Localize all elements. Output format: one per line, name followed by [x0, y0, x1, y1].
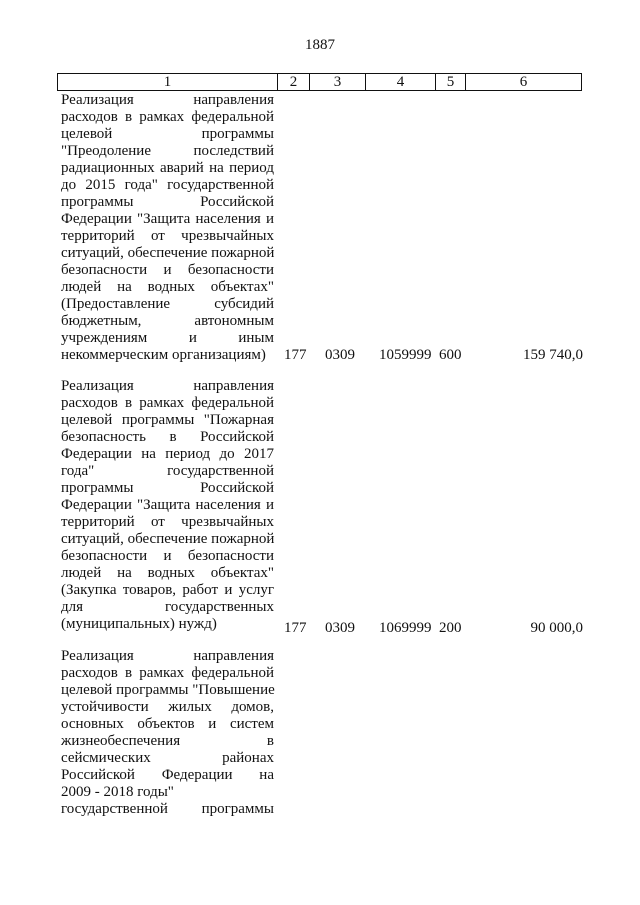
description-line: программы Российской — [61, 194, 274, 210]
description-line: безопасности и безопасности — [61, 548, 274, 564]
description-line: жизнеобеспечения в — [61, 733, 274, 749]
description-line: "Преодоление последствий — [61, 143, 274, 159]
description-line: года" государственной — [61, 463, 274, 479]
ministry-code: 177 — [284, 620, 307, 636]
description-line: людей на водных объектах" — [61, 279, 274, 295]
description-line: ситуаций, обеспечение пожарной — [61, 245, 275, 261]
row-description — [61, 92, 274, 364]
description-line: расходов в рамках федеральной — [61, 665, 274, 681]
row-description — [61, 378, 274, 633]
description-line: Федерации "Защита населения и — [61, 497, 274, 513]
header-col-5: 5 — [436, 74, 466, 91]
description-line: некоммерческим организациям) — [61, 347, 266, 363]
amount-value: 90 000,0 — [530, 620, 583, 636]
ministry-code: 177 — [284, 347, 307, 363]
header-col-3: 3 — [310, 74, 366, 91]
expense-type-code: 600 — [439, 347, 462, 363]
description-line: учреждениям и иным — [61, 330, 274, 346]
header-col-4: 4 — [366, 74, 436, 91]
description-line: людей на водных объектах" — [61, 565, 274, 581]
description-line: 2009 - 2018 годы" — [61, 784, 174, 800]
description-line: Федерации "Защита населения и — [61, 211, 274, 227]
column-number-header — [57, 73, 582, 91]
description-line: расходов в рамках федеральной — [61, 109, 274, 125]
description-line: (муниципальных) нужд) — [61, 616, 217, 632]
page-number: 1887 — [305, 37, 335, 53]
header-col-6: 6 — [466, 74, 582, 91]
expense-type-code: 200 — [439, 620, 462, 636]
target-code: 1069999 — [379, 620, 432, 636]
description-line: расходов в рамках федеральной — [61, 395, 274, 411]
description-line: программы Российской — [61, 480, 274, 496]
description-line: бюджетным, автономным — [61, 313, 274, 329]
description-line: Реализация направления — [61, 648, 274, 664]
description-line: устойчивости жилых домов, — [61, 699, 274, 715]
description-line: радиационных аварий на период — [61, 160, 274, 176]
description-line: Российской Федерации на — [61, 767, 274, 783]
header-col-1: 1 — [58, 74, 278, 91]
description-line: Федерации на период до 2017 — [61, 446, 274, 462]
description-line: (Предоставление субсидий — [61, 296, 274, 312]
row-description — [61, 648, 274, 818]
section-code: 0309 — [325, 347, 355, 363]
target-code: 1059999 — [379, 347, 432, 363]
description-line: для государственных — [61, 599, 274, 615]
description-line: целевой программы "Пожарная — [61, 412, 274, 428]
description-line: Реализация направления — [61, 378, 274, 394]
description-line: территорий от чрезвычайных — [61, 514, 274, 530]
header-col-2: 2 — [278, 74, 310, 91]
header-row — [58, 74, 582, 91]
description-line: до 2015 года" государственной — [61, 177, 274, 193]
description-line: безопасности и безопасности — [61, 262, 274, 278]
description-line: ситуаций, обеспечение пожарной — [61, 531, 275, 547]
description-line: безопасность в Российской — [61, 429, 274, 445]
description-line: сейсмических районах — [61, 750, 274, 766]
description-line: государственной программы — [61, 801, 274, 817]
description-line: (Закупка товаров, работ и услуг — [61, 582, 274, 598]
description-line: Реализация направления — [61, 92, 274, 108]
description-line: территорий от чрезвычайных — [61, 228, 274, 244]
amount-value: 159 740,0 — [523, 347, 583, 363]
description-line: целевой программы "Повышение — [61, 682, 275, 698]
description-line: основных объектов и систем — [61, 716, 274, 732]
description-line: целевой программы — [61, 126, 274, 142]
section-code: 0309 — [325, 620, 355, 636]
